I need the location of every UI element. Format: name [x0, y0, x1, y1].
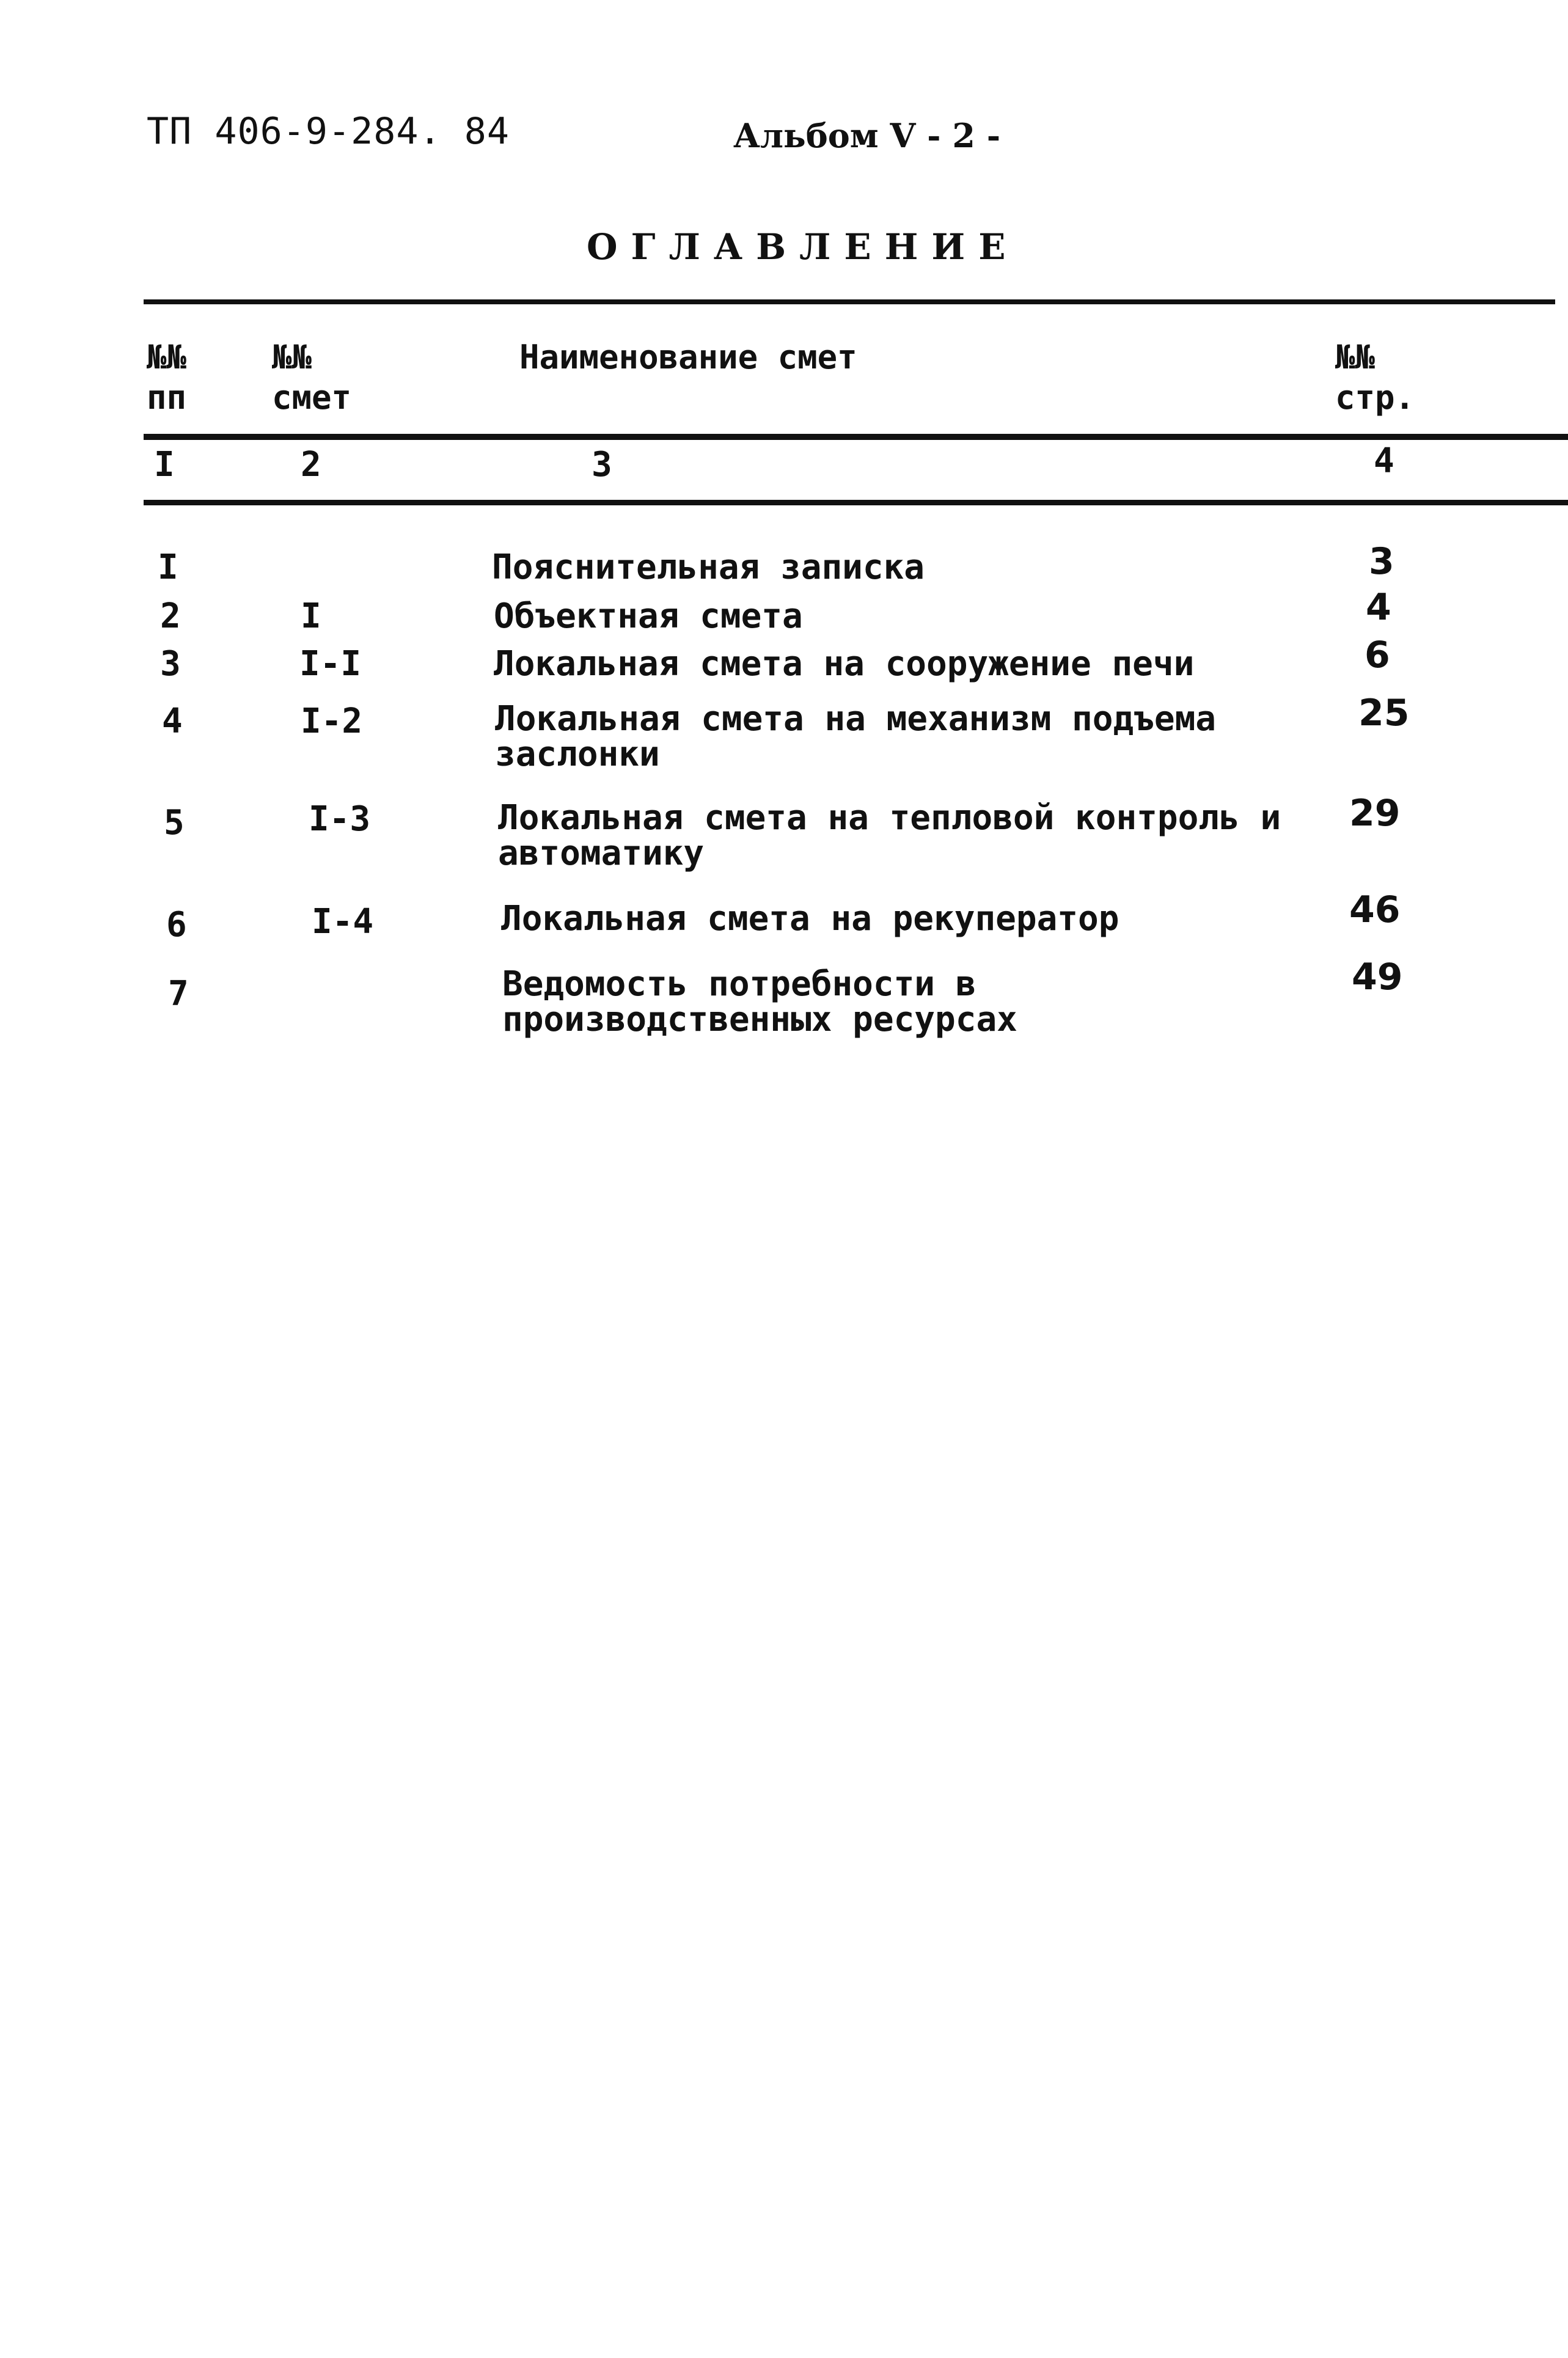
row-3-smeta: I-I — [299, 644, 362, 684]
column-header-pp-no: №№ — [147, 338, 187, 376]
row-3-name: Локальная смета на сооружение печи — [494, 644, 1195, 684]
column-header-smeta-label: смет — [272, 378, 352, 417]
row-2-page: 4 — [1366, 586, 1391, 629]
row-4-name: Локальная смета на механизм подъема заслонки — [495, 699, 1217, 774]
row-6-pp: 6 — [166, 905, 187, 945]
column-number-4: 4 — [1374, 441, 1394, 481]
row-2-pp: 2 — [160, 596, 181, 636]
row-6-name: Локальная смета на рекуператор — [501, 899, 1119, 939]
row-2-name: Объектная смета — [494, 596, 803, 636]
column-header-page-label: стр. — [1335, 378, 1415, 417]
row-2-smeta: I — [301, 596, 321, 636]
page-title: ОГЛАВЛЕНИЕ — [587, 226, 1019, 268]
row-4-smeta: I-2 — [301, 701, 363, 741]
column-header-pp-label: пп — [147, 378, 187, 417]
table-numbers-rule — [144, 500, 1568, 505]
row-6-page: 46 — [1349, 888, 1401, 931]
column-header-smeta — [272, 337, 351, 418]
column-header-smeta-no: №№ — [272, 338, 312, 376]
row-1-page: 3 — [1369, 540, 1394, 583]
row-1-pp: I — [158, 547, 178, 587]
column-number-3: 3 — [592, 445, 612, 485]
table-header-rule — [144, 434, 1568, 440]
column-number-1: I — [154, 445, 175, 485]
row-5-page: 29 — [1349, 792, 1401, 835]
column-header-page — [1335, 337, 1415, 418]
album-page-label: Альбом V - 2 - — [733, 116, 1001, 155]
row-7-page: 49 — [1352, 956, 1403, 998]
row-5-smeta: I-3 — [309, 799, 371, 839]
row-5-name: Локальная смета на тепловой контроль и автоматику — [498, 798, 1281, 873]
table-top-rule — [144, 299, 1555, 304]
column-header-name-label: Наименование смет — [519, 338, 857, 376]
row-4-page: 25 — [1358, 692, 1410, 734]
column-number-2: 2 — [301, 445, 321, 485]
row-4-pp: 4 — [162, 701, 183, 741]
column-header-page-no: №№ — [1335, 338, 1376, 376]
row-7-pp: 7 — [168, 974, 189, 1014]
row-6-smeta: I-4 — [312, 902, 374, 942]
document-code: ТП 406-9-284. 84 — [147, 110, 510, 153]
row-5-pp: 5 — [164, 803, 185, 843]
column-header-pp — [147, 337, 186, 418]
row-3-pp: 3 — [160, 644, 181, 684]
row-3-page: 6 — [1365, 634, 1390, 676]
column-header-name — [519, 337, 857, 378]
row-7-name: Ведомость потребности в производственных ресурсах — [502, 964, 1017, 1039]
row-1-name: Пояснительная записка — [492, 547, 925, 587]
